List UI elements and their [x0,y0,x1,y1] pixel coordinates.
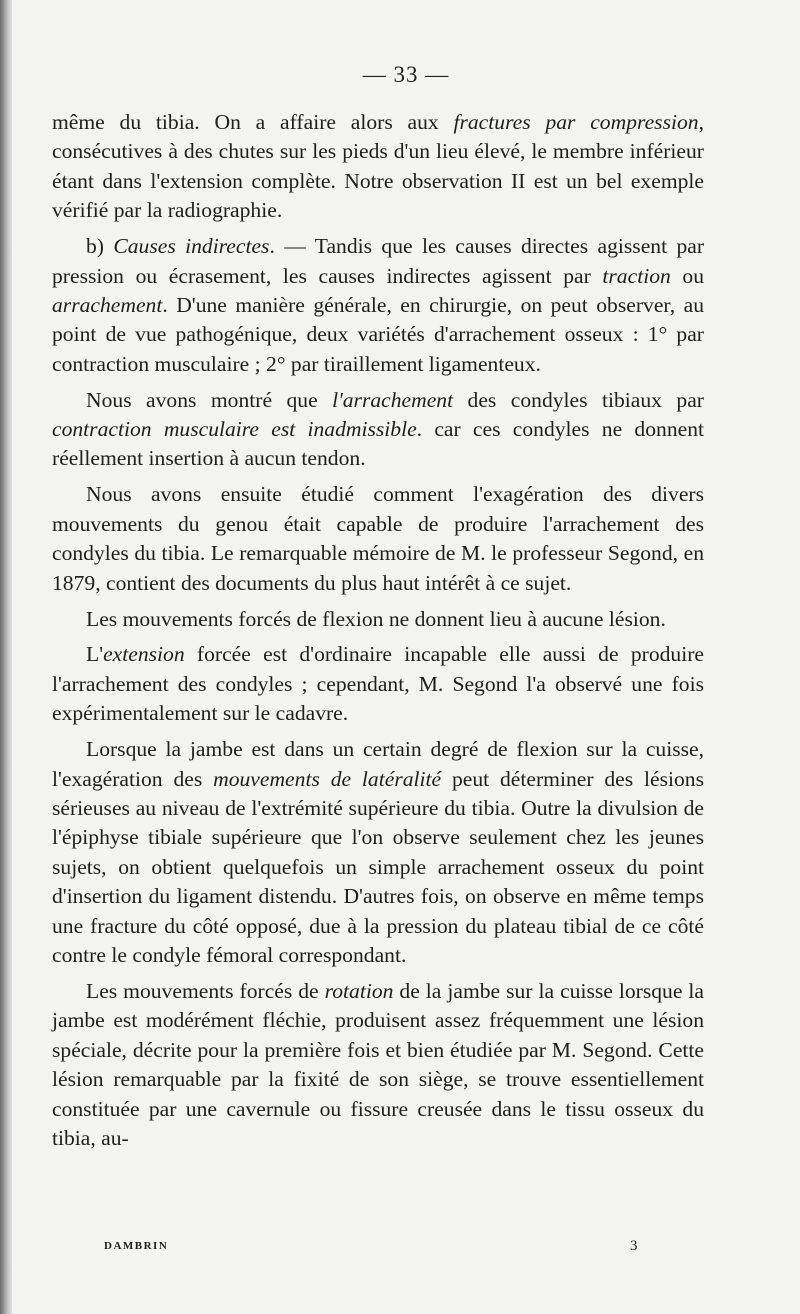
italic-text: Causes indirectes [113,234,270,259]
italic-text: mouvements de latéralité [213,766,442,791]
scan-binding-edge [0,0,12,1314]
italic-text: traction [602,263,671,288]
paragraph [52,605,704,634]
paragraph [52,480,704,598]
paragraph [52,108,704,226]
italic-text: arrachement [52,292,163,317]
printer-signature: DAMBRIN [104,1240,169,1252]
text-run: ou [670,263,705,288]
text-run: Lorsque la jambe est dans un certain degré de flexion sur la cuisse, l'exagération des [52,737,704,791]
body-text [52,108,704,1160]
italic-text: extension [103,642,185,667]
text-run: Nous avons montré que [86,387,333,412]
text-run: peut déterminer des lésions sérieuses au niveau de l'extrémité supérieure du tibia. Outre la divulsion de l'épiphyse tibiale supérieure que l'on observe seulement chez les jeunes sujets, on obtient quelquefois un simple arrachement osseux du point d'insertion du ligament distendu. D'autres fois, on observe en même temps une fracture du côté opposé, due à la pression du plateau tibial de ce côté contre le condyle fémoral correspondant. [52,766,705,967]
italic-text: l'arrachement [332,387,454,412]
italic-text: fractures par compression [453,110,699,134]
text-run: b) [86,234,114,259]
text-run: des condyles tibiaux par [453,387,704,412]
text-run: , consécutives à des chutes sur les pieds d'un lieu élevé, le membre inférieur étant dans l'extension complète. Notre observation II est un bel exemple vérifié par la radiographie. [52,110,704,223]
text-run: Nous avons ensuite étudié comment l'exagération des divers mouvements du genou était capable de produire l'arrachement des condyles du tibia. Le remarquable mémoire de M. le professeur Segond, en 1879, contient des documents du plus haut intérêt à ce sujet. [52,482,704,595]
text-run: Les mouvements forcés de [86,978,325,1003]
text-run: Les mouvements forcés de flexion ne donnent lieu à aucune lésion. [86,606,666,631]
italic-text: rotation [324,978,394,1003]
paragraph [52,232,704,379]
text-run: de la jambe sur la cuisse lorsque la jambe est modérément fléchie, produisent assez fréquemment une lésion spéciale, décrite pour la première fois et bien étudiée par M. Segond. Cette lésion remarquable par la fixité de son siège, se trouve essentiellement constituée par une cavernule ou fissure creusée dans le tissu osseux du tibia, au- [52,978,704,1150]
page-footer [12,1240,800,1264]
italic-text: contraction musculaire est inadmissible [52,417,417,442]
paragraph [52,640,704,728]
page-number: — 33 — [362,62,450,87]
paragraph [52,735,704,970]
sheet-number: 3 [630,1238,638,1254]
book-page [12,0,800,1314]
paragraph [52,386,704,474]
paragraph [52,977,704,1153]
text-run: forcée est d'ordinaire incapable elle aussi de produire l'arrachement des condyles ; cependant, M. Segond l'a observé une fois expérimentalement sur le cadavre. [52,642,704,726]
text-run: même du tibia. On a affaire alors aux [52,110,454,134]
text-run: . D'une manière générale, en chirurgie, on peut observer, au point de vue pathogénique, deux variétés d'arrachement osseux : 1° par contraction musculaire ; 2° par tiraillement ligamenteux. [52,292,704,376]
text-run: L' [86,642,104,667]
text-run: . — Tandis que les causes directes agissent par pression ou écrasement, les causes indirectes agissent par [52,234,705,288]
text-run: . car ces condyles ne donnent réellement insertion à aucun tendon. [52,417,704,471]
